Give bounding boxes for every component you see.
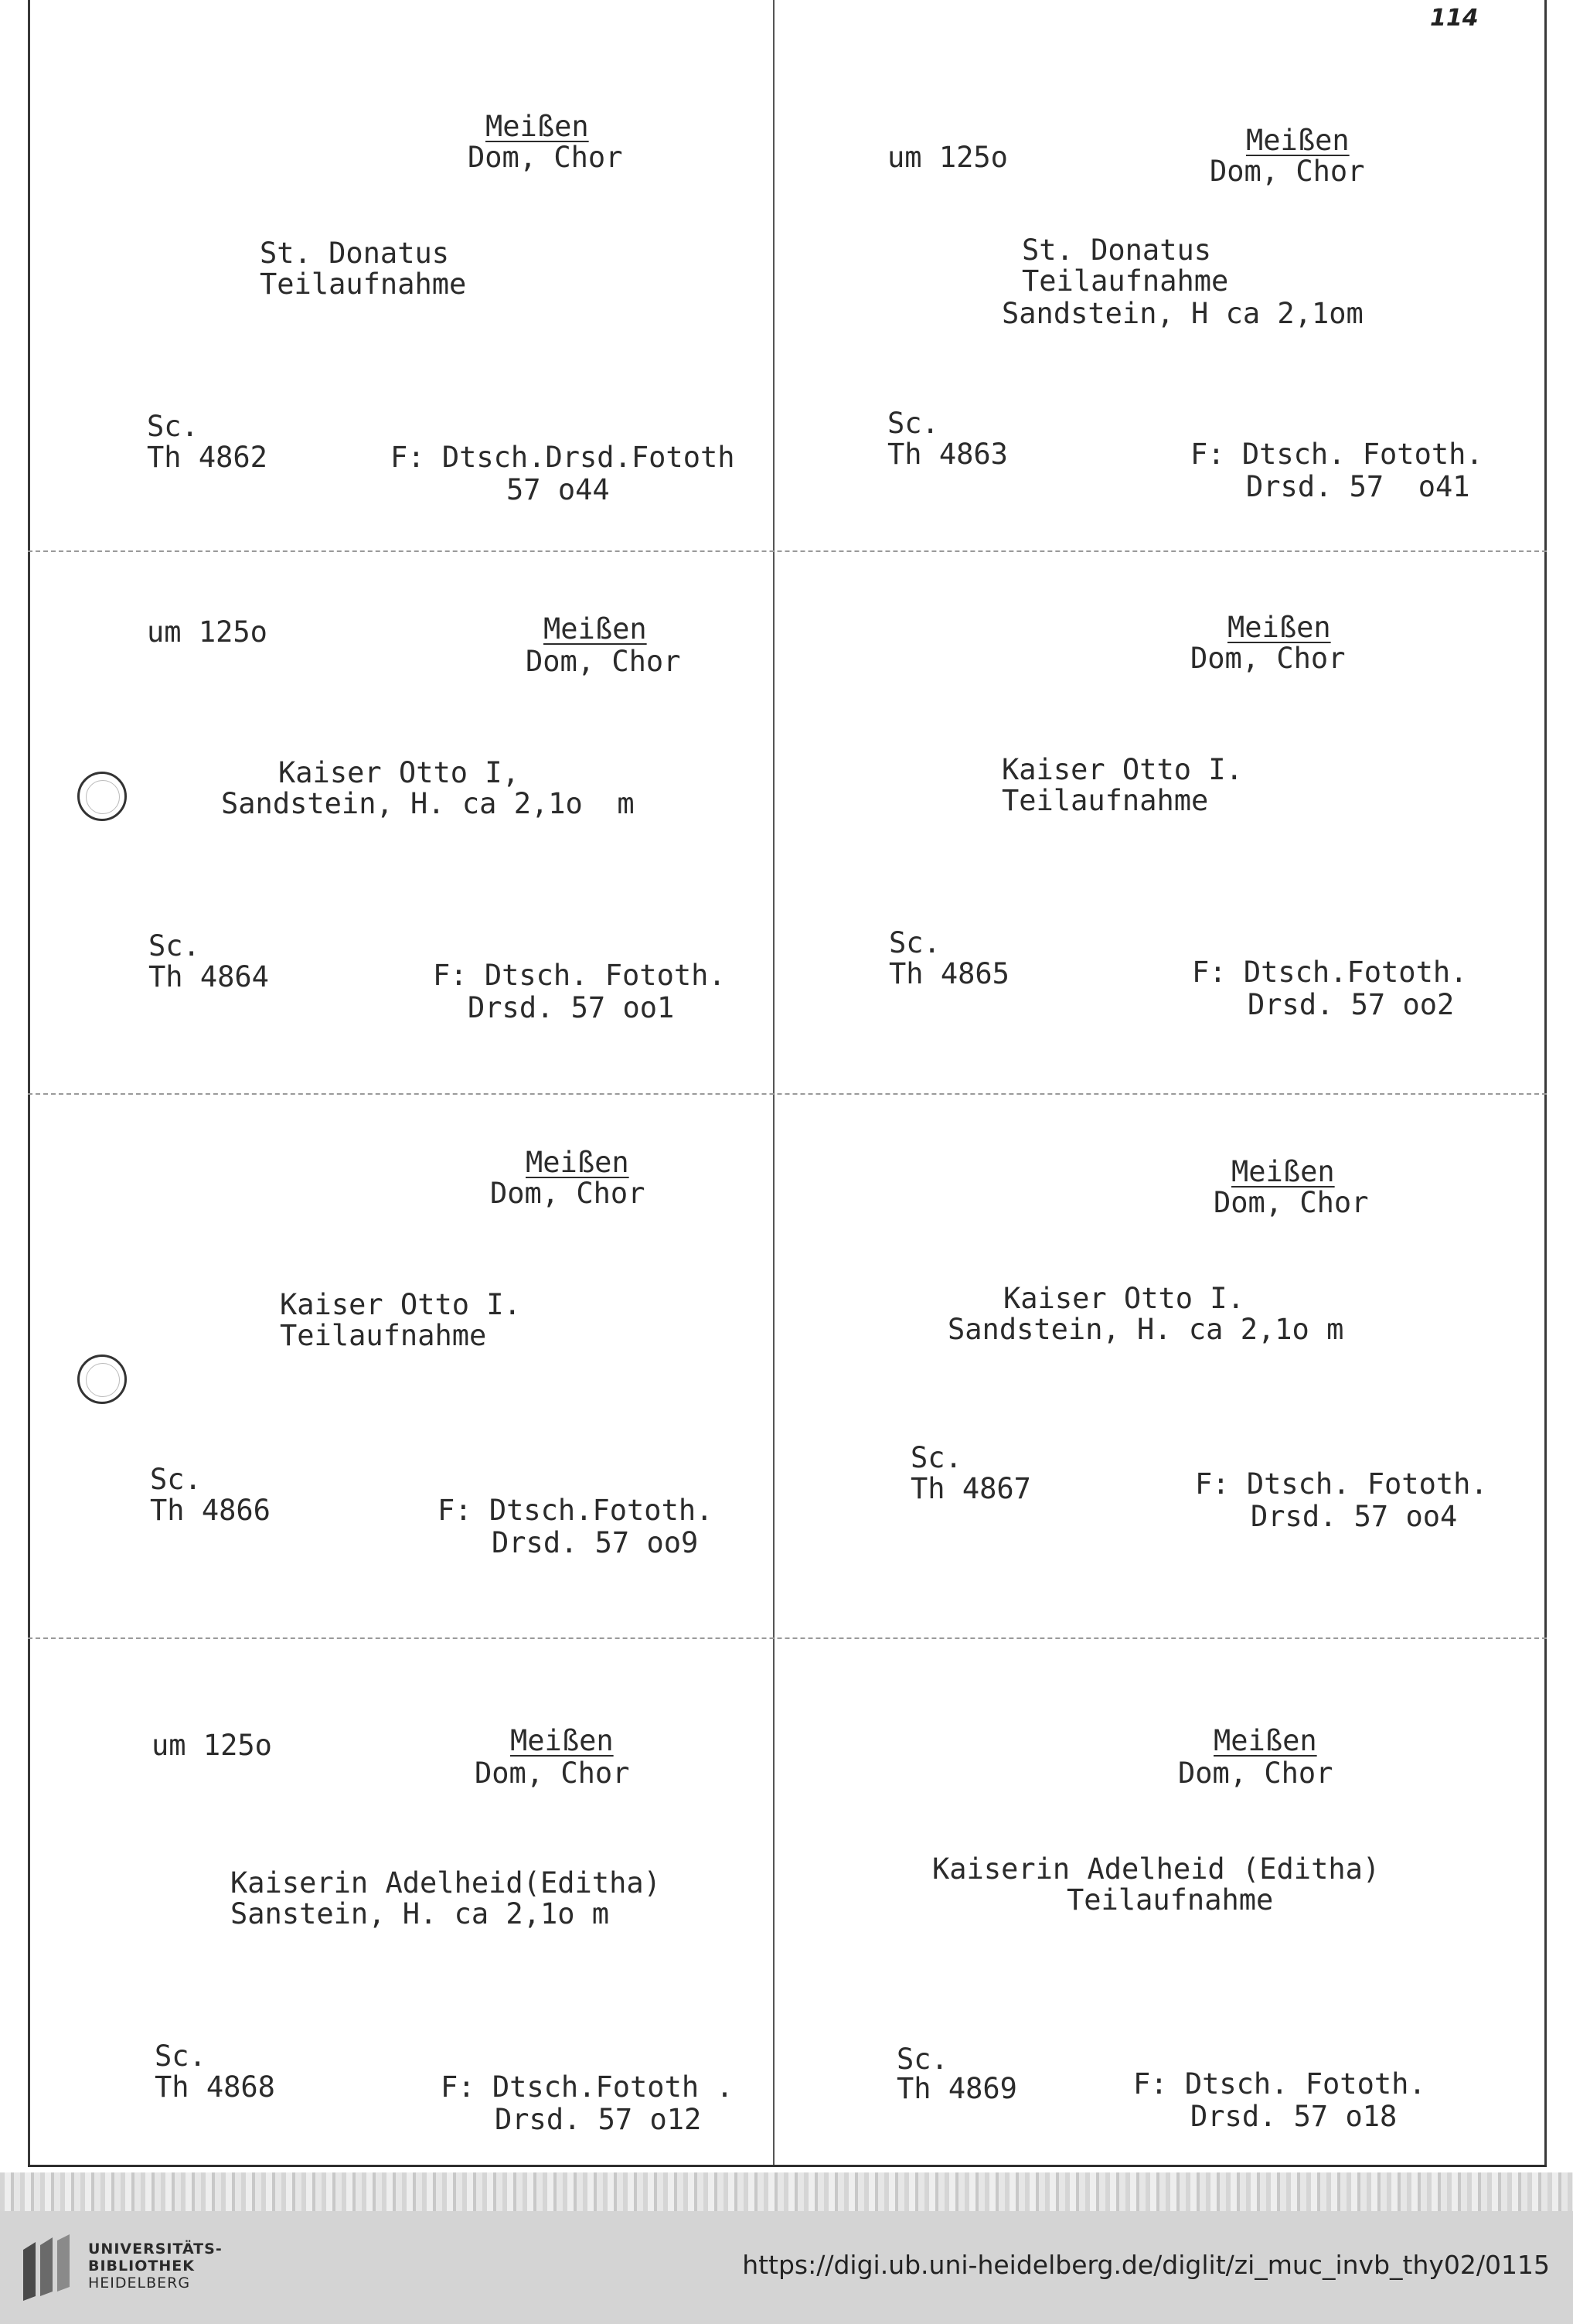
card-title: Kaiserin Adelheid (Editha)	[932, 1852, 1381, 1886]
page-number: 114	[1430, 5, 1479, 32]
card-source-number: Drsd. 57 oo9	[492, 1526, 699, 1559]
card-detail: Sanstein, H. ca 2,1o m	[230, 1897, 610, 1930]
card-source-number: Drsd. 57 oo2	[1248, 988, 1455, 1021]
card-row-divider	[28, 1637, 1547, 1639]
card-sc: Sc.	[150, 1463, 202, 1496]
card-source-number: 57 o44	[506, 473, 610, 506]
card-detail: Teilaufnahme	[1002, 784, 1209, 817]
card-sc: Sc.	[147, 410, 199, 443]
card-source-number: Drsd. 57 oo1	[468, 991, 675, 1024]
card-date: um 125o	[152, 1729, 272, 1762]
card-source: F: Dtsch. Fototh.	[433, 959, 726, 992]
library-logo-icon	[19, 2234, 80, 2301]
card-detail: Teilaufnahme	[260, 267, 467, 301]
card-th-number: Th 4864	[148, 960, 269, 993]
card-sc: Sc.	[897, 2043, 948, 2076]
card-place: Meißen	[1246, 124, 1350, 157]
card-detail: Sandstein, H. ca 2,1o m	[948, 1313, 1344, 1346]
punch-hole	[77, 1355, 127, 1404]
card-place: Meißen	[1214, 1724, 1317, 1757]
card-date: um 125o	[147, 615, 267, 649]
card-detail: Teilaufnahme	[1022, 264, 1229, 298]
library-name-line3: HEIDELBERG	[88, 2275, 191, 2292]
card-place: Meißen	[1227, 611, 1331, 644]
card-title: Kaiserin Adelheid(Editha)	[230, 1866, 661, 1900]
card-title: St. Donatus	[260, 237, 450, 270]
card-row-divider	[28, 550, 1547, 552]
card-sc: Sc.	[911, 1441, 962, 1474]
card-location: Dom, Chor	[468, 141, 623, 174]
sheet-bottom-edge	[28, 2165, 1547, 2167]
card-row-divider	[28, 1093, 1547, 1095]
card-extra: Sandstein, H ca 2,1om	[1002, 297, 1364, 330]
card-sc: Sc.	[148, 929, 200, 963]
card-detail: Teilaufnahme	[1067, 1883, 1274, 1917]
footer-bar	[0, 2211, 1573, 2324]
card-location: Dom, Chor	[490, 1177, 645, 1210]
card-source: F: Dtsch. Fototh.	[1195, 1467, 1488, 1501]
card-th-number: Th 4869	[897, 2072, 1017, 2105]
card-location: Dom, Chor	[475, 1757, 630, 1790]
card-location: Dom, Chor	[526, 645, 681, 678]
punch-hole	[77, 772, 127, 821]
card-source: F: Dtsch.Fototh .	[441, 2070, 734, 2104]
card-place: Meißen	[1231, 1155, 1335, 1188]
card-title: Kaiser Otto I.	[1002, 753, 1243, 786]
library-name-line1: UNIVERSITÄTS-	[88, 2241, 223, 2258]
card-location: Dom, Chor	[1214, 1186, 1369, 1219]
card-th-number: Th 4868	[155, 2070, 275, 2104]
card-detail: Teilaufnahme	[280, 1319, 487, 1352]
card-source: F: Dtsch. Fototh.	[1190, 438, 1483, 471]
card-place: Meißen	[543, 612, 647, 646]
card-place: Meißen	[510, 1724, 614, 1757]
card-th-number: Th 4866	[150, 1494, 271, 1527]
card-detail: Sandstein, H. ca 2,1o m	[221, 787, 635, 820]
card-source: F: Dtsch. Fototh.	[1133, 2067, 1426, 2101]
card-sc: Sc.	[155, 2039, 206, 2073]
card-title: St. Donatus	[1022, 233, 1212, 267]
card-location: Dom, Chor	[1178, 1757, 1333, 1790]
card-th-number: Th 4867	[911, 1472, 1031, 1505]
card-title: Kaiser Otto I.	[1003, 1282, 1244, 1315]
card-source: F: Dtsch.Fototh.	[1192, 956, 1468, 989]
card-source-number: Drsd. 57 o12	[495, 2103, 702, 2136]
card-source: F: Dtsch.Drsd.Fototh	[390, 441, 735, 474]
card-sc: Sc.	[887, 407, 939, 440]
card-place: Meißen	[526, 1146, 629, 1179]
card-th-number: Th 4863	[887, 438, 1008, 471]
card-title: Kaiser Otto I,	[278, 756, 519, 789]
column-divider	[773, 0, 775, 2165]
card-date: um 125o	[887, 141, 1008, 174]
card-source-number: Drsd. 57 o18	[1190, 2100, 1398, 2133]
card-th-number: Th 4865	[889, 957, 1010, 990]
card-place: Meißen	[485, 110, 589, 143]
library-name-line2: BIBLIOTHEK	[88, 2258, 195, 2275]
card-th-number: Th 4862	[147, 441, 267, 474]
card-location: Dom, Chor	[1210, 155, 1365, 188]
card-sc: Sc.	[889, 926, 941, 959]
card-source: F: Dtsch.Fototh.	[438, 1494, 713, 1527]
card-location: Dom, Chor	[1190, 642, 1346, 675]
card-title: Kaiser Otto I.	[280, 1288, 521, 1321]
sheet-right-edge	[1544, 0, 1547, 2165]
card-source-number: Drsd. 57 oo4	[1251, 1500, 1458, 1533]
permalink-url[interactable]: https://digi.ub.uni-heidelberg.de/diglit/zi_muc_invb_thy02/0115	[742, 2250, 1550, 2280]
card-source-number: Drsd. 57 o41	[1246, 470, 1470, 503]
scan-edge-strip	[0, 2172, 1573, 2211]
